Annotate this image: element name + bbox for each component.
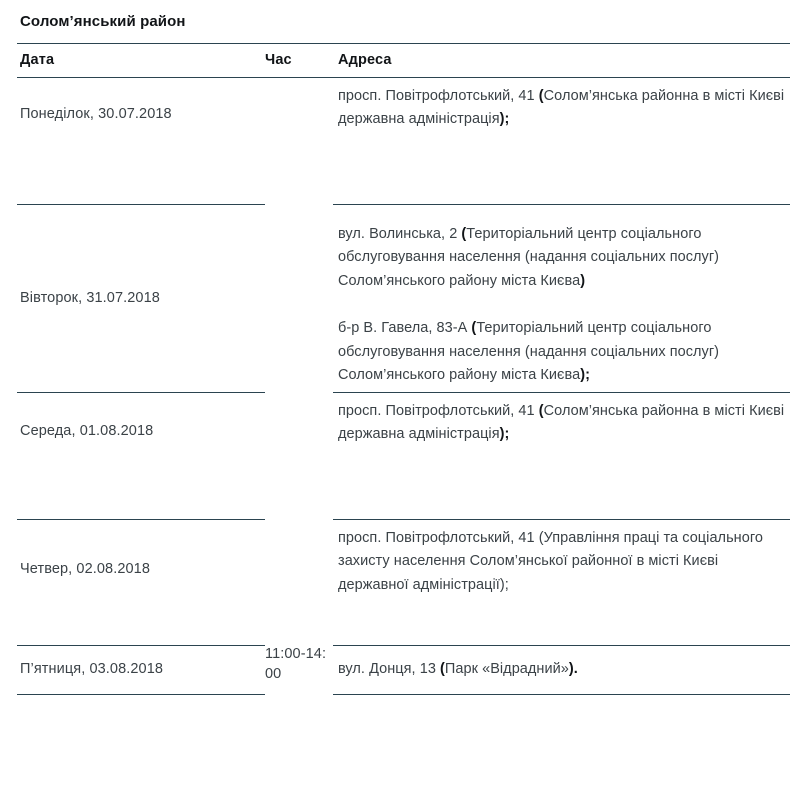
address-organization: Територіальний центр соціального обслуговування населення (надання соціальних послуг) Солом’янського району міста Києва — [338, 320, 720, 384]
table-row — [17, 519, 790, 645]
address-organization: Територіальний центр соціального обслуговування населення (надання соціальних послуг) Солом’янського району міста Києва — [338, 225, 720, 289]
address-open-paren: ( — [440, 661, 445, 678]
address-open-paren: ( — [471, 320, 477, 337]
address-entry — [338, 400, 790, 447]
cell-address — [333, 392, 790, 519]
cell-date — [17, 78, 265, 205]
table-row — [17, 78, 790, 205]
header-row — [17, 44, 790, 78]
cell-time — [265, 78, 333, 695]
address-street: просп. Повітрофлотський, 41 — [338, 402, 539, 419]
address-organization: Парк «Відрадний» — [444, 661, 569, 678]
table-row — [17, 392, 790, 519]
date-text: Понеділок, 30.07.2018 — [20, 106, 172, 123]
address-close-paren: ); — [580, 367, 590, 384]
date-text: Четвер, 02.08.2018 — [20, 560, 150, 577]
cell-address — [333, 519, 790, 645]
column-header-address: Адреса — [333, 44, 790, 78]
district-title: Солом’янський район — [20, 13, 186, 30]
address-street: вул. Донця, 13 — [338, 661, 441, 678]
address-entry — [338, 658, 790, 681]
address-close-paren: ) — [580, 272, 586, 289]
cell-address — [333, 204, 790, 392]
address-organization: Солом’янська районна в місті Києві державна адміністрація — [338, 88, 785, 128]
address-street: просп. Повітрофлотський, 41 — [338, 529, 539, 546]
address-close-paren: ); — [499, 576, 509, 593]
cell-address — [333, 78, 790, 205]
address-close-paren: ); — [499, 426, 510, 443]
address-close-paren: ); — [499, 111, 510, 128]
date-text: Вівторок, 31.07.2018 — [20, 289, 160, 306]
address-organization: Солом’янська районна в місті Києві державна адміністрація — [338, 402, 785, 443]
address-open-paren: ( — [461, 225, 467, 242]
address-street: просп. Повітрофлотський, 41 — [338, 88, 539, 104]
address-close-paren: ). — [568, 661, 578, 678]
address-entry — [338, 85, 790, 132]
table-header — [17, 44, 790, 78]
address-entry — [338, 317, 790, 387]
address-open-paren: ( — [538, 529, 544, 546]
column-header-date: Дата — [17, 44, 265, 78]
address-entry — [338, 527, 790, 597]
address-street: вул. Волинська, 2 — [338, 225, 462, 242]
address-street: б-р В. Гавела, 83-А — [338, 320, 472, 337]
address-entry — [338, 223, 790, 293]
cell-date — [17, 392, 265, 519]
table-row — [17, 204, 790, 392]
column-header-time: Час — [265, 44, 333, 78]
address-open-paren: ( — [538, 402, 544, 419]
time-text: 11:00-14:00 — [265, 646, 327, 682]
table-body — [17, 78, 790, 695]
date-text: П’ятниця, 03.08.2018 — [20, 661, 164, 678]
address-organization: Управління праці та соціального захисту населення Солом’янської районної в місті Києві державної адміністрації — [338, 529, 763, 593]
address-open-paren: ( — [538, 88, 544, 104]
cell-address — [333, 646, 790, 694]
cell-date — [17, 519, 265, 645]
cell-date — [17, 646, 265, 694]
cell-date — [17, 204, 265, 392]
date-text: Середа, 01.08.2018 — [20, 423, 154, 440]
schedule-table — [17, 43, 790, 695]
table-row — [17, 646, 790, 694]
